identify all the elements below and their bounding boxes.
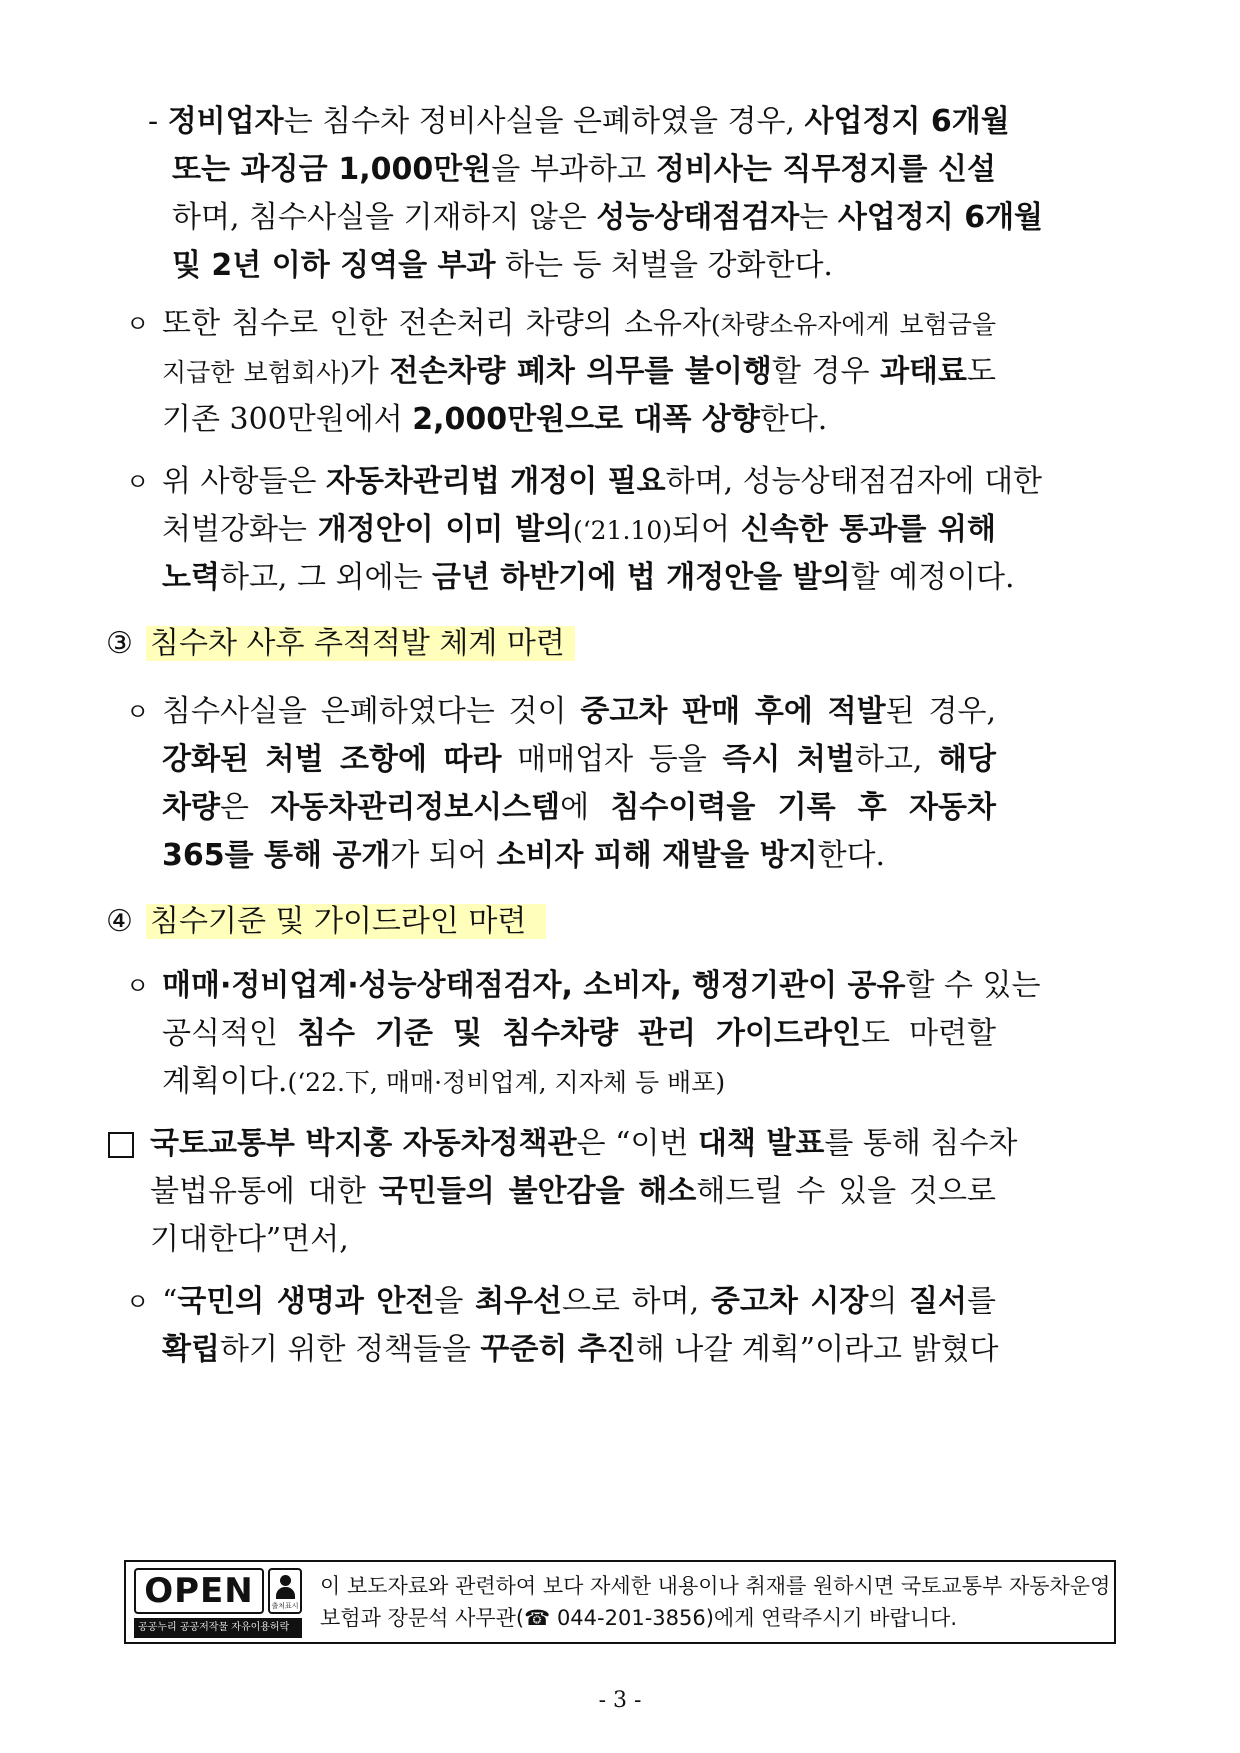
paragraph-line bbox=[162, 740, 996, 780]
text-run: 매매업자 등을 bbox=[501, 742, 723, 777]
paragraph-line bbox=[162, 836, 885, 876]
emphasis-text: 노력 bbox=[162, 560, 220, 595]
paragraph-line bbox=[150, 1124, 1018, 1164]
emphasis-text: 국민들의 불안감을 해소 bbox=[378, 1174, 697, 1209]
section-heading-4 bbox=[106, 900, 546, 944]
logo-strip-text: 공공누리 공공저작물 자유이용허락 bbox=[138, 1622, 290, 1633]
text-run: 또한 침수로 인한 전손처리 차량의 소유자 bbox=[162, 306, 711, 341]
text-run: (차량소유자에게 보험금을 bbox=[710, 310, 996, 339]
emphasis-text: 침수이력을 기록 후 자동차 bbox=[610, 790, 996, 825]
emphasis-text: 정비업자 bbox=[167, 104, 284, 139]
emphasis-text: 침수 기준 및 침수차량 관리 가이드라인 bbox=[297, 1016, 861, 1051]
section-title: 침수차 사후 추적적발 체계 마련 bbox=[146, 626, 575, 661]
paragraph-line bbox=[162, 1062, 725, 1103]
text-run: 침수사실을 은폐하였다는 것이 bbox=[162, 694, 581, 729]
emphasis-text: 365를 통해 공개 bbox=[162, 838, 391, 873]
paragraph-line bbox=[172, 150, 996, 190]
emphasis-text: 정비사는 직무정지를 신설 bbox=[655, 152, 996, 187]
section-title: 침수기준 및 가이드라인 마련 bbox=[146, 904, 546, 939]
emphasis-text: 신속한 통과를 위해 bbox=[740, 512, 996, 547]
emphasis-text: 최우선 bbox=[475, 1284, 563, 1319]
text-run: (‘21.10) bbox=[572, 516, 672, 545]
emphasis-text: 또는 과징금 1,000만원 bbox=[172, 152, 492, 187]
text-run: 가 bbox=[349, 354, 390, 389]
text-run: 기존 300만원에서 bbox=[162, 402, 413, 437]
text-run: 공식적인 bbox=[162, 1016, 298, 1051]
text-run: 도 마련할 bbox=[860, 1016, 996, 1051]
kogl-open-logo bbox=[130, 1568, 302, 1638]
emphasis-text: 자동차관리정보시스템 bbox=[270, 790, 561, 825]
text-run: 처벌강화는 bbox=[162, 512, 318, 547]
paragraph-line bbox=[162, 352, 996, 393]
paragraph-line bbox=[172, 246, 833, 286]
text-run: 하는 등 처벌을 강화한다. bbox=[495, 248, 833, 283]
paragraph-line bbox=[162, 558, 1015, 598]
text-run: 한다. bbox=[759, 402, 828, 437]
text-run: 은 bbox=[219, 790, 271, 825]
bullet-marker: ㅇ bbox=[126, 310, 150, 338]
bullet-marker: ㅇ bbox=[126, 1288, 150, 1316]
text-run: 을 bbox=[434, 1284, 476, 1319]
text-run: 은 “이번 bbox=[576, 1126, 698, 1161]
text-run: 된 경우, bbox=[885, 694, 996, 729]
emphasis-text: 질서 bbox=[909, 1284, 967, 1319]
text-run: 을 부과하고 bbox=[491, 152, 656, 187]
text-run: 위 사항들은 bbox=[162, 464, 326, 499]
contact-footer-box bbox=[124, 1560, 1116, 1644]
text-run: 는 침수차 정비사실을 은폐하였을 경우, bbox=[283, 104, 805, 139]
paragraph-line bbox=[172, 198, 1044, 238]
text-run: 해 나갈 계획”이라고 밝혔다 bbox=[635, 1332, 999, 1367]
text-run: 계획이다. bbox=[162, 1064, 288, 1099]
text-run: 를 bbox=[967, 1284, 996, 1319]
contact-text bbox=[320, 1570, 1110, 1634]
text-run: 의 bbox=[868, 1284, 910, 1319]
text-run: 가 되어 bbox=[390, 838, 497, 873]
emphasis-text: 사업정지 6개월 bbox=[837, 200, 1044, 235]
text-run: 할 수 있는 bbox=[905, 968, 1041, 1003]
attribution-person-icon bbox=[268, 1568, 302, 1614]
paragraph-line bbox=[162, 1014, 996, 1054]
attribution-label: 출처표시 bbox=[271, 1602, 299, 1610]
text-run: 해드릴 수 있을 것으로 bbox=[696, 1174, 996, 1209]
paragraph-line bbox=[162, 304, 996, 345]
logo-strip bbox=[134, 1618, 302, 1638]
text-run: 하며, 성능상태점검자에 대한 bbox=[665, 464, 1043, 499]
emphasis-text: 매매·정비업계·성능상태점검자, 소비자, 행정기관이 공유 bbox=[162, 968, 906, 1003]
emphasis-text: 성능상태점검자 bbox=[596, 200, 800, 235]
checkbox-square-icon bbox=[108, 1132, 134, 1158]
contact-line-1: 이 보도자료와 관련하여 보다 자세한 내용이나 취재를 원하시면 국토교통부 자동차운영 bbox=[320, 1574, 1111, 1598]
paragraph-line bbox=[162, 462, 1043, 502]
paragraph-line bbox=[162, 510, 996, 551]
emphasis-text: 및 2년 이하 징역을 부과 bbox=[172, 248, 496, 283]
emphasis-text: 대책 발표 bbox=[697, 1126, 825, 1161]
emphasis-text: 국토교통부 박지홍 자동차정책관 bbox=[150, 1126, 577, 1161]
emphasis-text: 확립 bbox=[162, 1332, 220, 1367]
paragraph-line bbox=[162, 692, 996, 732]
emphasis-text: 강화된 처벌 조항에 따라 bbox=[162, 742, 502, 777]
contact-line-2: 보험과 장문석 사무관(☎ 044-201-3856)에게 연락주시기 바랍니다. bbox=[320, 1606, 958, 1630]
paragraph-line bbox=[162, 788, 996, 828]
text-run: 에 bbox=[560, 790, 611, 825]
text-run: 도 bbox=[967, 354, 996, 389]
emphasis-text: 2,000만원으로 대폭 상향 bbox=[412, 402, 760, 437]
paragraph-line bbox=[150, 1172, 996, 1212]
paragraph-line bbox=[162, 966, 1041, 1006]
emphasis-text: 중고차 판매 후에 적발 bbox=[580, 694, 886, 729]
text-run: 지급한 보험회사) bbox=[162, 358, 350, 387]
emphasis-text: 중고차 시장 bbox=[710, 1284, 869, 1319]
text-run: 하며, 침수사실을 기재하지 않은 bbox=[172, 200, 597, 235]
paragraph-line bbox=[162, 1330, 999, 1370]
text-run: 할 예정이다. bbox=[850, 560, 1015, 595]
section-heading-3 bbox=[106, 622, 575, 666]
emphasis-text: 사업정지 6개월 bbox=[804, 104, 1010, 139]
emphasis-text: 전손차량 폐차 의무를 불이행 bbox=[389, 354, 772, 389]
bullet-marker: ㅇ bbox=[126, 972, 150, 1000]
paragraph-line bbox=[148, 102, 1010, 142]
text-run: “ bbox=[162, 1284, 178, 1319]
text-run: 되어 bbox=[671, 512, 741, 547]
paragraph-line bbox=[162, 400, 827, 440]
page-number: - 3 - bbox=[598, 1688, 642, 1713]
text-run: 으로 하며, bbox=[562, 1284, 711, 1319]
text-run: 하고, bbox=[854, 742, 939, 777]
section-number: ③ bbox=[106, 626, 133, 661]
emphasis-text: 차량 bbox=[162, 790, 220, 825]
text-run: 하고, 그 외에는 bbox=[219, 560, 432, 595]
paragraph-line bbox=[150, 1220, 349, 1260]
emphasis-text: 과태료 bbox=[880, 354, 968, 389]
section-number: ④ bbox=[106, 904, 133, 939]
bullet-marker: ㅇ bbox=[126, 698, 150, 726]
text-run: - bbox=[148, 104, 168, 139]
emphasis-text: 금년 하반기에 법 개정안을 발의 bbox=[432, 560, 851, 595]
emphasis-text: 소비자 피해 재발을 방지 bbox=[496, 838, 818, 873]
paragraph-line bbox=[162, 1282, 996, 1322]
bullet-marker: ㅇ bbox=[126, 468, 150, 496]
emphasis-text: 꾸준히 추진 bbox=[480, 1332, 636, 1367]
emphasis-text: 국민의 생명과 안전 bbox=[177, 1284, 435, 1319]
emphasis-text: 개정안이 이미 발의 bbox=[317, 512, 573, 547]
open-logo-text: OPEN bbox=[134, 1568, 264, 1614]
text-run: 하기 위한 정책들을 bbox=[219, 1332, 481, 1367]
text-run: 불법유통에 대한 bbox=[150, 1174, 379, 1209]
text-run: 는 bbox=[799, 200, 838, 235]
emphasis-text: 즉시 처벌 bbox=[722, 742, 855, 777]
emphasis-text: 해당 bbox=[938, 742, 996, 777]
text-run: 기대한다”면서, bbox=[150, 1222, 349, 1257]
text-run: 를 통해 침수차 bbox=[824, 1126, 1018, 1161]
emphasis-text: 자동차관리법 개정이 필요 bbox=[325, 464, 666, 499]
text-run: 할 경우 bbox=[771, 354, 881, 389]
text-run: (‘22.下, 매매·정비업계, 지자체 등 배포) bbox=[287, 1068, 726, 1097]
text-run: 한다. bbox=[817, 838, 886, 873]
